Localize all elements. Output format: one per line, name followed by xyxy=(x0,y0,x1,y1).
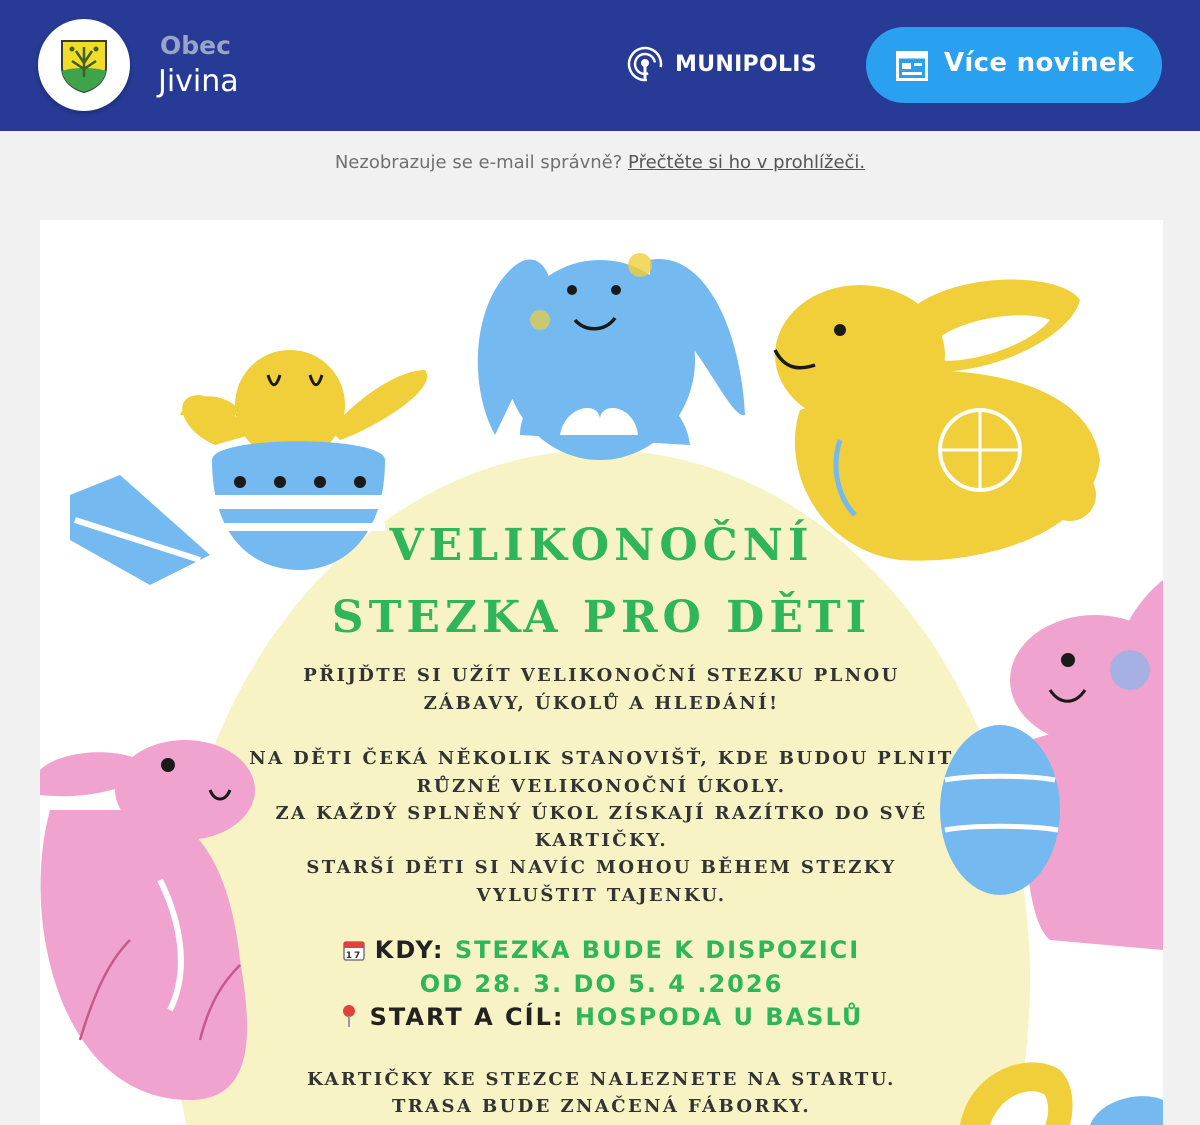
where-value: HOSPODA U BASLŮ xyxy=(574,1003,864,1031)
when-label: KDY: xyxy=(374,936,445,964)
body-line-2: RŮZNÉ VELIKONOČNÍ ÚKOLY. xyxy=(416,776,787,797)
view-in-browser-notice xyxy=(0,152,1200,173)
header-bar xyxy=(0,0,1200,131)
notice-text: Nezobrazuje se e-mail správně? xyxy=(334,152,623,173)
body-line-1: NA DĚTI ČEKÁ NĚKOLIK STANOVIŠŤ, KDE BUDOU PLNIT xyxy=(249,748,954,769)
map-pin-icon xyxy=(340,1004,358,1034)
where-row xyxy=(40,1003,1163,1034)
org-name: Jivina xyxy=(158,64,239,99)
when-value: STEZKA BUDE K DISPOZICI xyxy=(454,936,861,964)
more-news-button[interactable] xyxy=(866,27,1162,103)
blue-bunny-illustration xyxy=(478,253,745,460)
easter-poster xyxy=(40,220,1163,1125)
munipolis-label: MUNIPOLIS xyxy=(675,51,817,77)
footer-line-2: TRASA BUDE ZNAČENÁ FÁBORKY. xyxy=(392,1096,811,1117)
poster-title-line2: STEZKA PRO DĚTI xyxy=(331,592,872,643)
body-line-4: KARTIČKY. xyxy=(534,830,669,851)
yellow-bunny-illustration xyxy=(775,280,1100,561)
poster-title-line1: VELIKONOČNÍ xyxy=(389,520,814,571)
calendar-icon xyxy=(343,939,365,967)
when-row xyxy=(40,936,1163,967)
munipolis-logo[interactable] xyxy=(626,45,817,83)
when-dates: OD 28. 3. DO 5. 4 .2026 xyxy=(419,970,784,998)
body-line-5: STARŠÍ DĚTI SI NAVÍC MOHOU BĚHEM STEZKY xyxy=(306,857,897,878)
municipality-logo[interactable] xyxy=(38,19,130,111)
intro-line-1: PŘIJĎTE SI UŽÍT VELIKONOČNÍ STEZKU PLNOU xyxy=(303,665,900,686)
newspaper-icon xyxy=(896,51,928,81)
intro-line-2: ZÁBAVY, ÚKOLŮ A HLEDÁNÍ! xyxy=(423,693,780,714)
where-label: START A CÍL: xyxy=(369,1003,565,1031)
svg-text:17: 17 xyxy=(345,951,363,961)
more-news-label: Více novinek xyxy=(944,48,1135,78)
body-line-3: ZA KAŽDÝ SPLNĚNÝ ÚKOL ZÍSKAJÍ RAZÍTKO DO SVÉ xyxy=(275,803,928,824)
coat-of-arms-icon xyxy=(58,37,110,93)
org-type-label: Obec xyxy=(160,31,231,60)
footer-line-1: KARTIČKY KE STEZCE NALEZNETE NA STARTU. xyxy=(307,1069,896,1090)
body-line-6: VYLUŠTIT TAJENKU. xyxy=(476,885,727,906)
broadcast-icon xyxy=(626,45,664,83)
view-in-browser-link[interactable]: Přečtěte si ho v prohlížeči. xyxy=(628,152,866,173)
